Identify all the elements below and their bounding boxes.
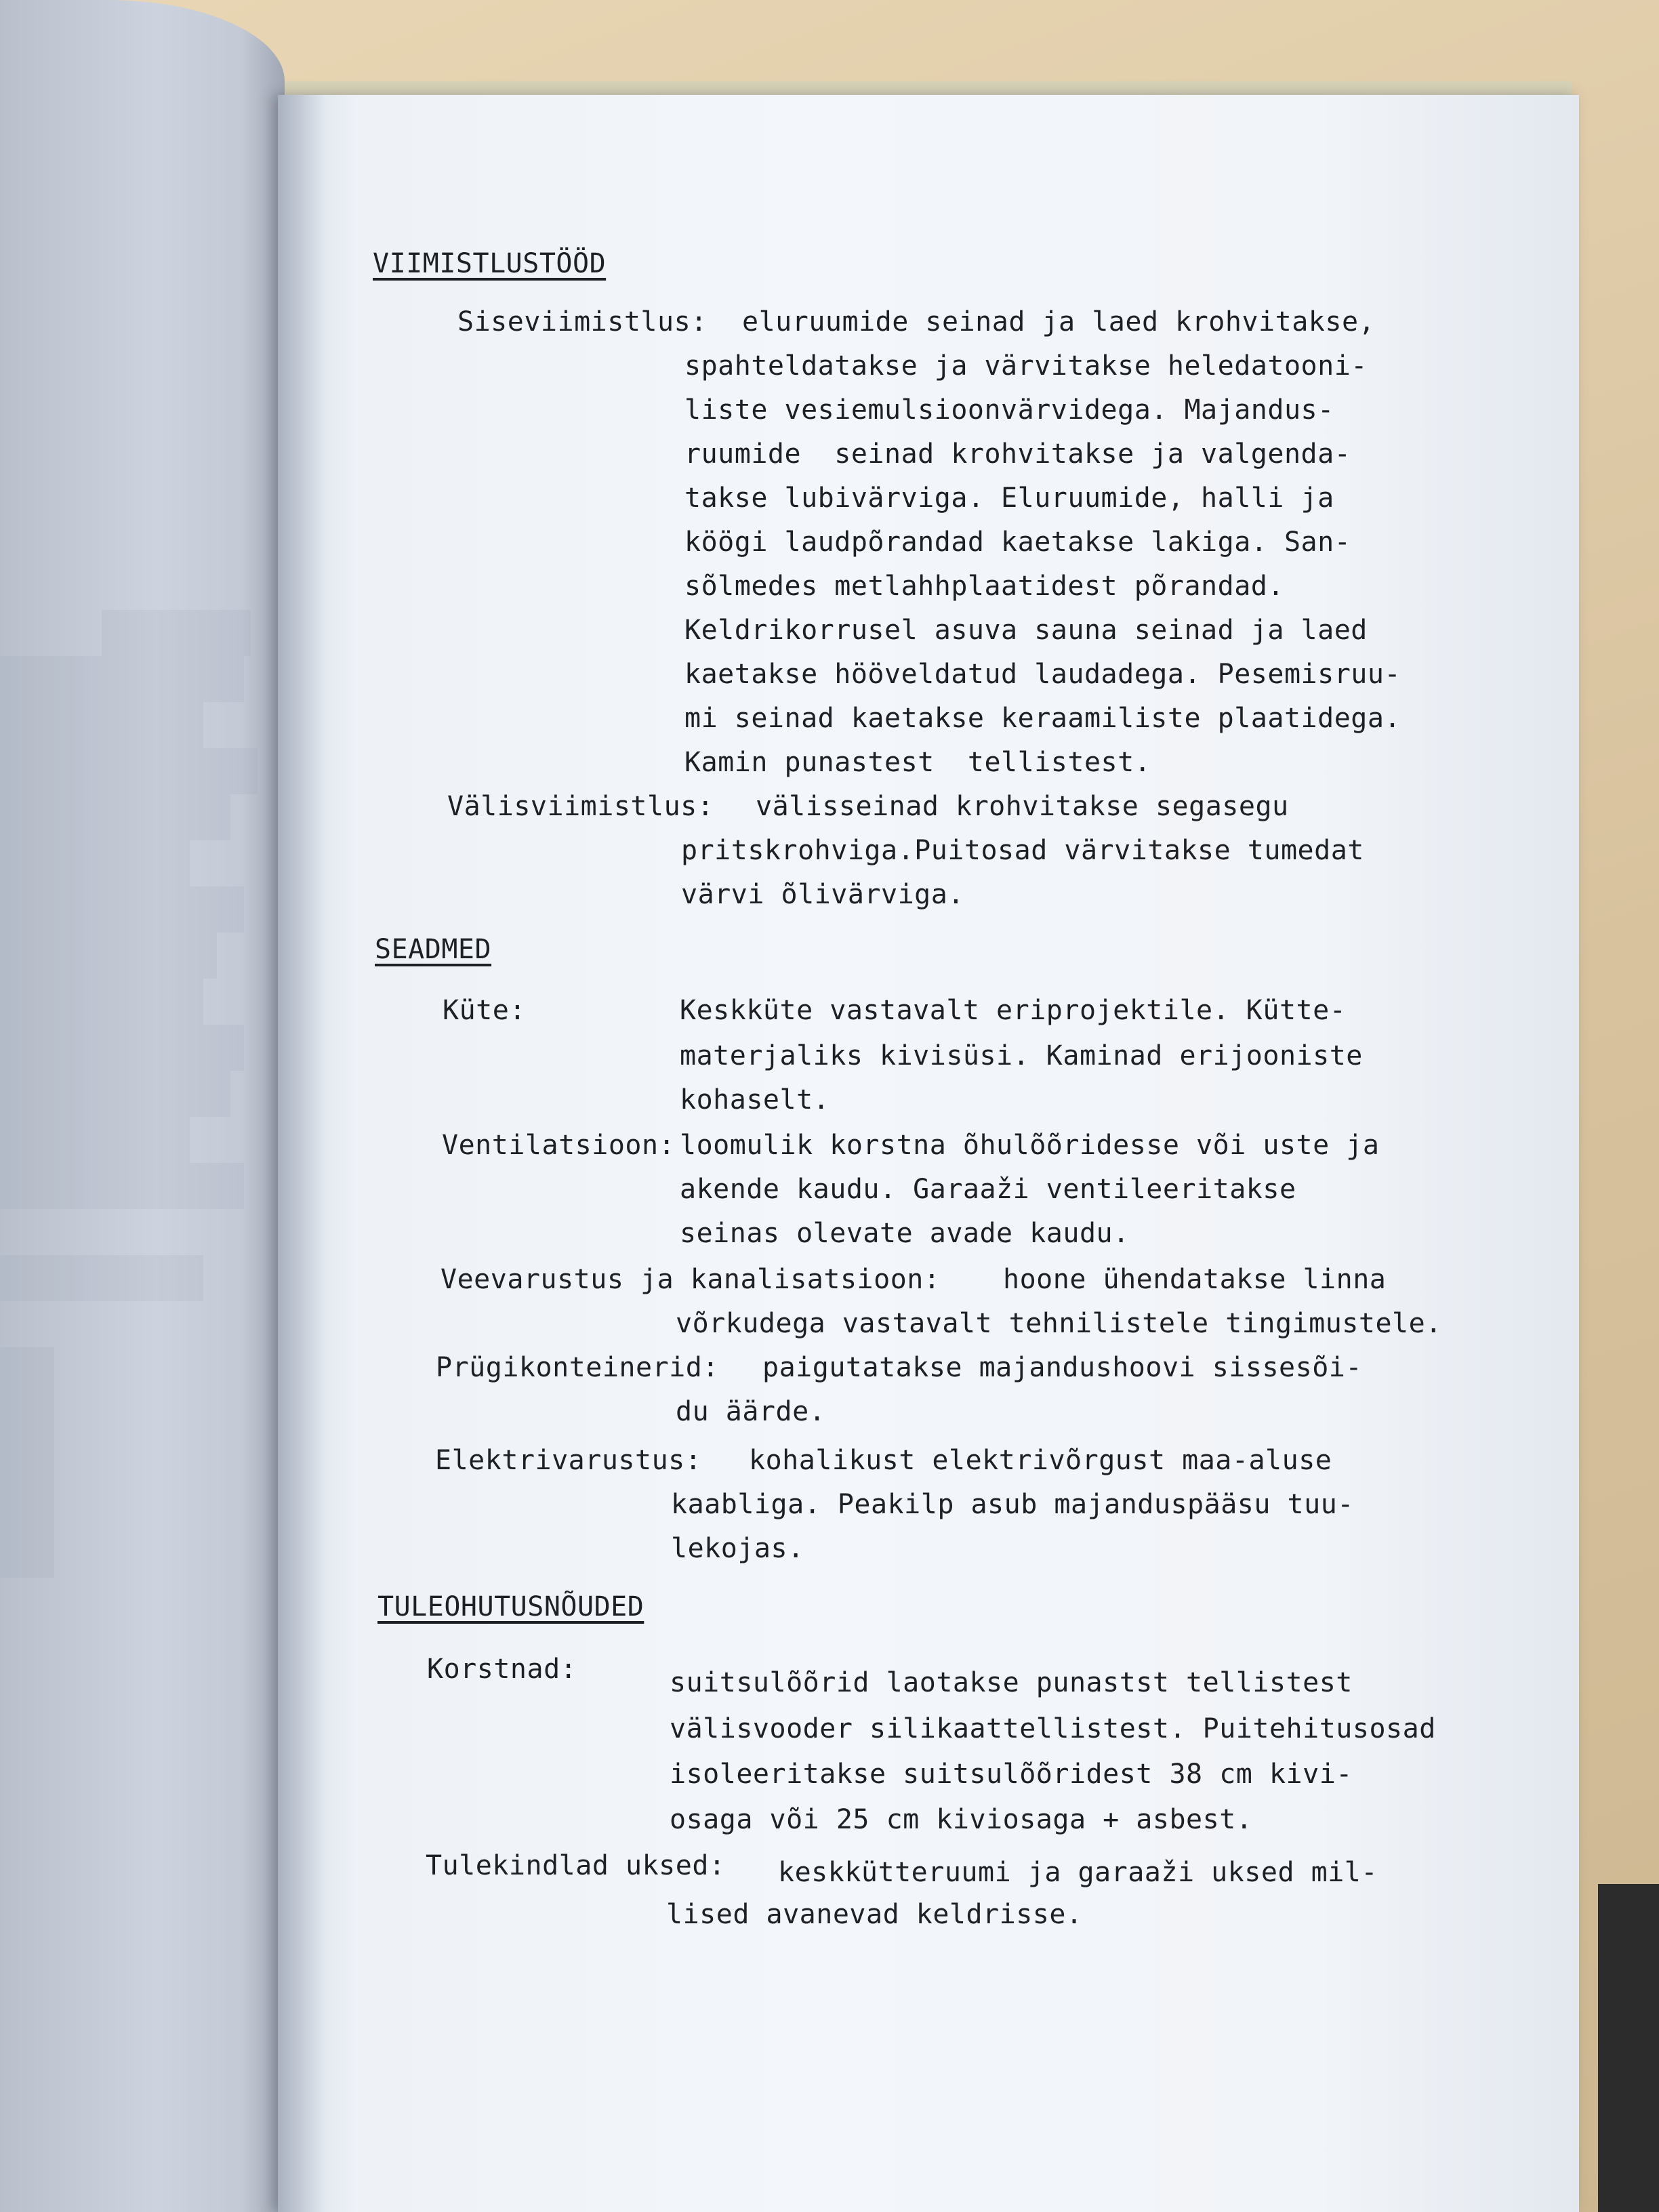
text-line: välisseinad krohvitakse segasegu bbox=[756, 791, 1289, 822]
term-veevarustus: Veevarustus ja kanalisatsioon: bbox=[441, 1264, 941, 1295]
text-line: ruumide seinad krohvitakse ja valgenda- bbox=[684, 438, 1351, 470]
dark-corner bbox=[1598, 1884, 1659, 2212]
text-line: takse lubivärviga. Eluruumide, halli ja bbox=[684, 483, 1334, 514]
text-line: hoone ühendatakse linna bbox=[1003, 1264, 1387, 1295]
text-line: paigutatakse majandushoovi sissesõi- bbox=[762, 1352, 1362, 1383]
text-line: du äärde. bbox=[676, 1396, 826, 1427]
section-title-tuleohutusnouded: TULEOHUTUSNÕUDED bbox=[377, 1591, 644, 1622]
text-line: võrkudega vastavalt tehnilistele tingimustele. bbox=[676, 1308, 1442, 1339]
term-siseviimistlus: Siseviimistlus: bbox=[457, 306, 708, 337]
text-line: pritskrohviga.Puitosad värvitakse tumedat bbox=[681, 835, 1364, 866]
text-line: eluruumide seinad ja laed krohvitakse, bbox=[742, 306, 1376, 337]
term-prugikonteinerid: Prügikonteinerid: bbox=[436, 1352, 719, 1383]
text-line: kohalikust elektrivõrgust maa-aluse bbox=[749, 1445, 1332, 1476]
text-line: akende kaudu. Garaaži ventileeritakse bbox=[680, 1174, 1296, 1205]
text-line: kaabliga. Peakilp asub majanduspääsu tuu- bbox=[671, 1489, 1354, 1520]
section-title-seadmed: SEADMED bbox=[375, 934, 492, 965]
text-line: kohaselt. bbox=[680, 1084, 830, 1115]
text-line: liste vesiemulsioonvärvidega. Majandus- bbox=[684, 394, 1334, 426]
text-line: lised avanevad keldrisse. bbox=[666, 1899, 1083, 1930]
term-elektrivarustus: Elektrivarustus: bbox=[435, 1445, 702, 1476]
text-line: keskkütteruumi ja garaaži uksed mil- bbox=[778, 1857, 1378, 1888]
text-line: isoleeritakse suitsulõõridest 38 cm kivi- bbox=[670, 1759, 1353, 1790]
text-line: sõlmedes metlahhplaatidest põrandad. bbox=[684, 571, 1284, 602]
text-line: köögi laudpõrandad kaetakse lakiga. San- bbox=[684, 527, 1351, 558]
term-korstnad: Korstnad: bbox=[427, 1654, 577, 1685]
text-line: Keldrikorrusel asuva sauna seinad ja laed bbox=[684, 615, 1368, 646]
text-line: suitsulõõrid laotakse punastst tellistest bbox=[670, 1667, 1353, 1698]
text-line: kaetakse hööveldatud laudadega. Pesemisruu- bbox=[684, 659, 1401, 690]
text-line: lekojas. bbox=[671, 1533, 804, 1564]
term-kute: Küte: bbox=[443, 995, 526, 1026]
text-line: seinas olevate avade kaudu. bbox=[680, 1218, 1130, 1249]
text-line: Keskküte vastavalt eriprojektile. Kütte- bbox=[680, 995, 1347, 1026]
text-line: välisvooder silikaattellistest. Puitehitusosad bbox=[670, 1713, 1436, 1744]
text-line: materjaliks kivisüsi. Kaminad erijooniste bbox=[680, 1040, 1363, 1071]
term-tulekindlad-uksed: Tulekindlad uksed: bbox=[426, 1850, 726, 1881]
term-ventilatsioon: Ventilatsioon: bbox=[442, 1130, 676, 1161]
text-line: Kamin punastest tellistest. bbox=[684, 747, 1151, 778]
text-line: spahteldatakse ja värvitakse heledatooni- bbox=[684, 350, 1368, 382]
text-line: värvi õlivärviga. bbox=[681, 879, 964, 910]
show-through-text bbox=[0, 610, 285, 2169]
text-line: loomulik korstna õhulõõridesse või uste ja bbox=[680, 1130, 1380, 1161]
term-valisviimistlus: Välisviimistlus: bbox=[447, 791, 714, 822]
left-page bbox=[0, 0, 285, 2212]
section-title-viimistlustood: VIIMISTLUSTÖÖD bbox=[373, 248, 607, 279]
text-line: osaga või 25 cm kiviosaga + asbest. bbox=[670, 1804, 1253, 1835]
text-line: mi seinad kaetakse keraamiliste plaatidega. bbox=[684, 703, 1401, 734]
page-gutter-shadow bbox=[278, 95, 325, 2212]
